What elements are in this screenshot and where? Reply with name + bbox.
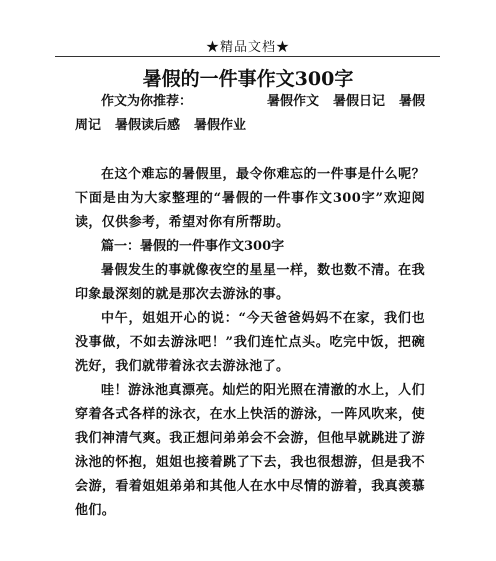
recommend-tag[interactable]: 暑假 (398, 94, 425, 109)
recommend-tag[interactable]: 暑假作文 (266, 94, 319, 109)
intro-paragraph: 在这个难忘的暑假里，最令你难忘的一件事是什么呢？下面是由为大家整理的“暑假的一件事作文300字”欢迎阅读，仅供参考，希望对你有所帮助。 (75, 167, 425, 230)
recommend-line-2 (75, 114, 425, 138)
recommend-tag[interactable]: 暑假作业 (194, 118, 247, 133)
document-body (75, 90, 425, 523)
recommend-line (75, 90, 425, 114)
document-title: 暑假的一件事作文300字 (142, 68, 354, 90)
body-paragraph: 暑假发生的事就像夜空的星星一样，数也数不清。在我印象最深刻的就是那次去游泳的事。 (75, 263, 425, 302)
recommend-tags (267, 90, 425, 114)
recommend-tag[interactable]: 暑假日记 (332, 94, 385, 109)
body-paragraph: 哇！游泳池真漂亮。灿烂的阳光照在清澈的水上，人们穿着各式各样的泳衣，在水上快活的游泳，一阵风吹来，使我们神清气爽。我正想问弟弟会不会游，但他早就跳进了游泳池的怀抱，姐姐也接着跳了下去，我也很想游，但是我不会游，看着姐姐弟弟和其他人在水中尽情的游着，我真羡慕他们。 (75, 383, 425, 518)
spacer (75, 138, 425, 163)
recommend-tag[interactable]: 周记 (75, 118, 102, 133)
section-heading: 篇一：暑假的一件事作文300字 (101, 239, 285, 254)
header-divider (55, 56, 440, 57)
recommend-tag[interactable]: 暑假读后感 (115, 118, 181, 133)
header-label: ★精品文档★ (205, 40, 290, 55)
body-paragraph: 中午，姐姐开心的说：“今天爸爸妈妈不在家，我们也没事做，不如去游泳吧！”我们连忙点头。吃完中饭，把碗洗好，我们就带着泳衣去游泳池了。 (75, 311, 425, 374)
recommend-label: 作文为你推荐： (101, 94, 193, 109)
